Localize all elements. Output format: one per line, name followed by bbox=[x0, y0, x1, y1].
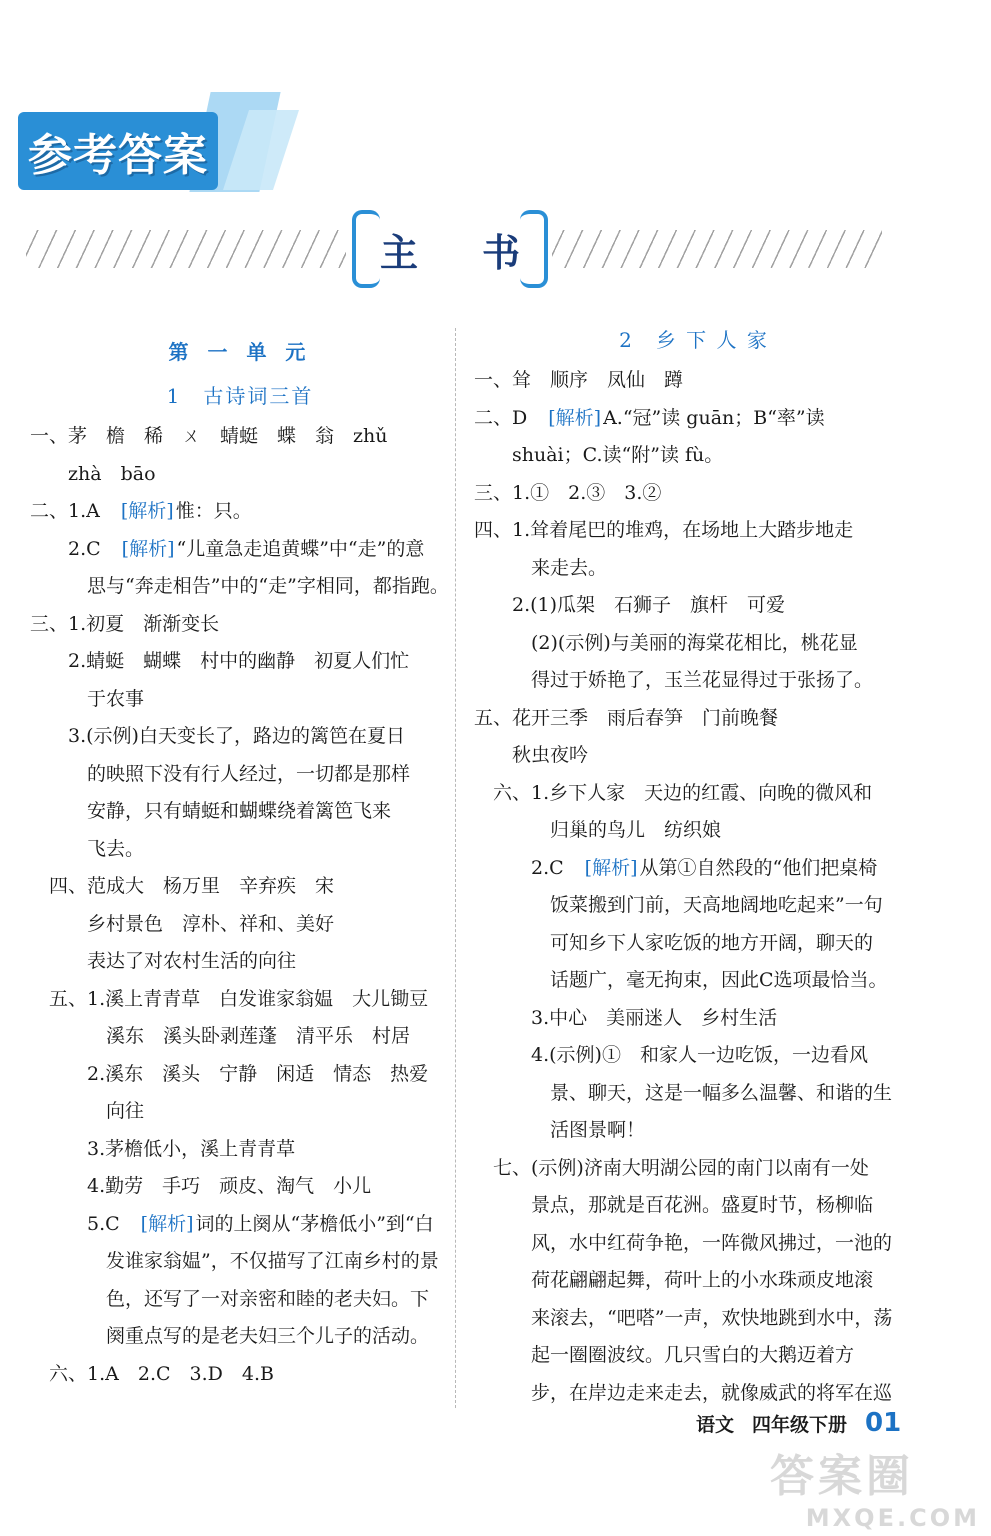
answer-line: 起一圈圈波纹。几只雪白的大鹅迈着方 bbox=[474, 1344, 855, 1366]
watermark-url: MXQE.COM bbox=[805, 1504, 980, 1532]
answer-line: shuài；C.读“附”读 fù。 bbox=[474, 444, 724, 466]
answer-line: 一、耸 顺序 凤仙 蹲 bbox=[474, 369, 684, 391]
answer-line: 景、聊天，这是一幅多么温馨、和谐的生 bbox=[474, 1081, 893, 1104]
answer-line: 二、D [解析] A.“冠”读 guān；B“率”读 bbox=[474, 406, 825, 429]
left-column bbox=[30, 330, 450, 1393]
analysis-tag: [解析] bbox=[121, 537, 175, 560]
answer-line: 荷花翩翩起舞，荷叶上的小水珠顽皮地滚 bbox=[474, 1269, 874, 1291]
answer-line: 风，水中红荷争艳，一阵微风拂过，一池的 bbox=[474, 1231, 893, 1254]
answer-line: 六、1.乡下人家 天边的红霞、向晚的微风和 bbox=[474, 781, 873, 804]
answer-line: 2.C [解析] 从第①自然段的“他们把桌椅 bbox=[474, 856, 878, 879]
answer-line: 四、1.耸着尾巴的堆鸡，在场地上大踏步地走 bbox=[474, 519, 854, 541]
answer-line: 5.C [解析] 词的上阕从“茅檐低小”到“白 bbox=[30, 1212, 434, 1235]
answer-line: 3.(示例)白天变长了，路边的篱笆在夏日 bbox=[30, 725, 405, 747]
lesson-title-1: 1 古诗词三首 bbox=[166, 384, 314, 408]
answer-line: 二、1.A [解析] 惟：只。 bbox=[30, 500, 252, 522]
answer-line: 4.勤劳 手巧 顽皮、淘气 小儿 bbox=[30, 1175, 372, 1197]
answer-line: 的映照下没有行人经过，一切都是那样 bbox=[30, 762, 411, 785]
answer-line: 思与“奔走相告”中的“走”字相同，都指跑。 bbox=[30, 575, 449, 597]
answer-line: 来走去。 bbox=[474, 556, 608, 579]
page-footer bbox=[696, 1408, 901, 1438]
answer-line: 3.中心 美丽迷人 乡村生活 bbox=[474, 1006, 778, 1029]
answer-line: (2)(示例)与美丽的海棠花相比，桃花显 bbox=[474, 631, 858, 654]
answer-line: zhà bāo bbox=[30, 462, 156, 485]
section-title bbox=[376, 222, 524, 277]
watermark-text: 答案圈 bbox=[770, 1451, 914, 1502]
answer-line: 秋虫夜吟 bbox=[474, 744, 589, 766]
answer-line: 2.溪东 溪头 宁静 闲适 情态 热爱 bbox=[30, 1062, 429, 1085]
right-answer-lines bbox=[474, 362, 914, 1412]
answer-line: 安静，只有蜻蜓和蝴蝶绕着篱笆飞来 bbox=[30, 800, 392, 822]
answer-line: 2.C [解析] “儿童急走追黄蝶”中“走”的意 bbox=[30, 537, 425, 560]
answer-line: 3.茅檐低小，溪上青青草 bbox=[30, 1137, 296, 1160]
answer-line: 五、1.溪上青青草 白发谁家翁媪 大儿锄豆 bbox=[30, 987, 429, 1010]
answer-line: 表达了对农村生活的向往 bbox=[30, 950, 297, 972]
answer-key-banner: 参考答案 bbox=[18, 112, 218, 190]
analysis-tag: [解析] bbox=[120, 500, 174, 522]
answer-line: 可知乡下人家吃饭的地方开阔，聊天的 bbox=[474, 931, 874, 954]
answer-line: 六、1.A 2.C 3.D 4.B bbox=[30, 1362, 274, 1385]
answer-line: 五、花开三季 雨后春笋 门前晚餐 bbox=[474, 706, 779, 729]
answer-line: 2.蜻蜓 蝴蝶 村中的幽静 初夏人们忙 bbox=[30, 650, 410, 672]
footer-grade: 四年级下册 bbox=[752, 1414, 848, 1436]
answer-line: 色，还写了一对亲密和睦的老夫妇。下 bbox=[30, 1287, 430, 1310]
bracket-right-icon bbox=[520, 210, 548, 288]
unit-title: 第 一 单 元 bbox=[168, 340, 312, 364]
answer-line: 2.(1)瓜架 石狮子 旗杆 可爱 bbox=[474, 594, 786, 616]
answer-line: 话题广，毫无拘束，因此C选项最恰当。 bbox=[474, 969, 888, 991]
section-title-char-2: 书 bbox=[481, 231, 520, 275]
left-answer-lines bbox=[30, 418, 450, 1393]
answer-line: 向往 bbox=[30, 1100, 145, 1122]
page-number: 01 bbox=[865, 1408, 902, 1438]
answer-line: 步，在岸边走来走去，就像威武的将军在巡 bbox=[474, 1381, 893, 1404]
answer-line: 归巢的鸟儿 纺织娘 bbox=[474, 819, 722, 841]
analysis-tag: [解析] bbox=[140, 1212, 194, 1235]
answer-line: 饭菜搬到门前，天高地阔地吃起来”一句 bbox=[474, 894, 883, 916]
answer-line: 乡村景色 淳朴、祥和、美好 bbox=[30, 912, 335, 935]
answer-line: 四、范成大 杨万里 辛弃疾 宋 bbox=[30, 875, 335, 897]
answer-line: 来滚去，“吧嗒”一声，欢快地跳到水中，荡 bbox=[474, 1306, 893, 1329]
section-title-char-1: 主 bbox=[380, 231, 419, 275]
answer-line: 活图景啊！ bbox=[474, 1119, 646, 1141]
hatch-decoration-right bbox=[552, 230, 882, 268]
answer-line: 一、茅 檐 稀 ㄨ 蜻蜓 蝶 翁 zhǔ bbox=[30, 425, 388, 447]
footer-subject: 语文 bbox=[696, 1414, 735, 1436]
column-divider bbox=[455, 328, 456, 1408]
hatch-decoration-left bbox=[26, 230, 346, 268]
answer-line: 三、1.① 2.③ 3.② bbox=[474, 481, 662, 504]
answer-line: 三、1.初夏 渐渐变长 bbox=[30, 612, 220, 635]
answer-line: 得过于娇艳了，玉兰花显得过于张扬了。 bbox=[474, 669, 874, 691]
answer-line: 阕重点写的是老夫妇三个儿子的活动。 bbox=[30, 1325, 430, 1347]
answer-line: 于农事 bbox=[30, 687, 145, 710]
analysis-tag: [解析] bbox=[548, 406, 602, 429]
answer-line: 溪东 溪头卧剥莲蓬 清平乐 村居 bbox=[30, 1025, 411, 1047]
answer-line: 4.(示例)① 和家人一边吃饭，一边看风 bbox=[474, 1044, 868, 1066]
analysis-tag: [解析] bbox=[584, 856, 638, 879]
answer-line: 飞去。 bbox=[30, 837, 145, 860]
answer-line: 景点，那就是百花洲。盛夏时节，杨柳临 bbox=[474, 1194, 874, 1216]
answer-line: 七、(示例)济南大明湖公园的南门以南有一处 bbox=[474, 1156, 869, 1179]
lesson-title-2: 2 乡 下 人 家 bbox=[619, 328, 769, 352]
right-column bbox=[474, 318, 914, 1412]
watermark-logo bbox=[770, 1440, 980, 1530]
answer-line: 发谁家翁媪”，不仅描写了江南乡村的景 bbox=[30, 1250, 439, 1272]
